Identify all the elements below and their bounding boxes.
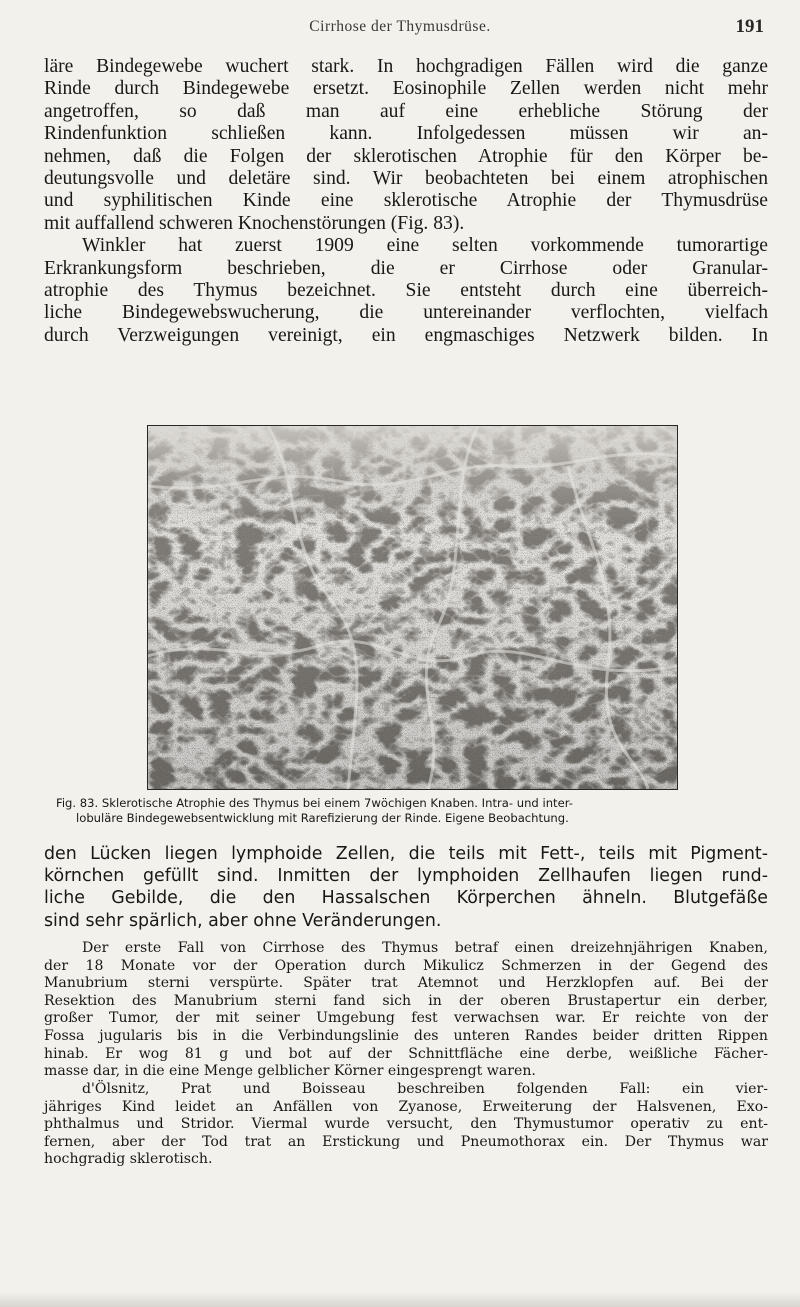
text-line: angetroffen, so daß man auf eine erhebliche Störung der	[44, 100, 768, 122]
text-line: hinab. Er wog 81 g und bot auf der Schnittfläche eine derbe, weißliche Fächer-	[44, 1045, 768, 1062]
paragraph-1	[44, 56, 768, 347]
page-bottom-edge	[0, 1292, 800, 1307]
text-line: Rindenfunktion schließen kann. Infolgedessen müssen wir an-	[44, 123, 768, 145]
text-line: jähriges Kind leidet an Anfällen von Zyanose, Erweiterung der Halsvenen, Exo-	[44, 1098, 768, 1115]
figure-caption	[56, 796, 776, 825]
text-line: großer Tumor, der mit seiner Umgebung fest verwachsen war. Er reichte von der	[44, 1010, 768, 1027]
text-line: masse dar, in die eine Menge gelblicher Körner eingesprengt waren.	[44, 1063, 536, 1080]
text-line: liche Gebilde, die den Hassalschen Körperchen ähneln. Blutgefäße	[44, 888, 768, 909]
caption-line: lobuläre Bindegewebsentwicklung mit Rarefizierung der Rinde. Eigene Beobachtung.	[76, 810, 569, 825]
text-line: mit auffallend schweren Knochenstörungen (Fig. 83).	[44, 212, 465, 234]
text-line: körnchen gefüllt sind. Inmitten der lymphoiden Zellhaufen liegen rund-	[44, 866, 768, 887]
text-line: Fossa jugularis bis in die Verbindungslinie des unteren Randes beider dritten Rippen	[44, 1027, 768, 1044]
running-title: Cirrhose der Thymusdrüse.	[309, 18, 491, 35]
text-line: der 18 Monate vor der Operation durch Mikulicz Schmerzen in der Gegend des	[44, 957, 768, 974]
text-line: hochgradig sklerotisch.	[44, 1151, 213, 1168]
text-line: durch Verzweigungen vereinigt, ein engmaschiges Netzwerk bilden. In	[44, 324, 768, 346]
running-head	[0, 14, 800, 42]
text-line: atrophie des Thymus bezeichnet. Sie entsteht durch eine überreich-	[44, 280, 768, 302]
text-line: den Lücken liegen lymphoide Zellen, die teils mit Fett-, teils mit Pigment-	[44, 844, 768, 864]
paragraph-2	[44, 843, 768, 932]
micrograph-figure	[147, 425, 678, 790]
text-line: liche Bindegewebswucherung, die untereinander verflochten, vielfach	[44, 302, 768, 324]
text-line: Erkrankungsform beschrieben, die er Cirrhose oder Granular-	[44, 257, 768, 279]
text-line: nehmen, daß die Folgen der sklerotischen Atrophie für den Körper be-	[44, 145, 768, 167]
text-line: Manubrium sterni verspürte. Später trat Atemnot und Herzklopfen auf. Bei der	[44, 975, 768, 992]
text-line: fernen, aber der Tod trat an Erstickung und Pneumothorax ein. Der Thymus war	[44, 1133, 768, 1150]
text-line: Resektion des Manubrium sterni fand sich in der oberen Brustapertur ein derber,	[44, 992, 768, 1009]
text-line: und syphilitischen Kinde eine sklerotische Atrophie der Thymusdrüse	[44, 190, 768, 212]
text-line: läre Bindegewebe wuchert stark. In hochgradigen Fällen wird die ganze	[44, 56, 768, 77]
text-line: Der erste Fall von Cirrhose des Thymus betraf einen dreizehnjährigen Knaben,	[82, 940, 768, 956]
text-line: phthalmus und Stridor. Viermal wurde versucht, den Thymustumor operativ zu ent-	[44, 1116, 768, 1133]
micrograph-image	[148, 426, 677, 789]
caption-line: Fig. 83. Sklerotische Atrophie des Thymus bei einem 7wöchigen Knaben. Intra- und inter-	[56, 796, 573, 810]
text-line: Rinde durch Bindegewebe ersetzt. Eosinophile Zellen werden nicht mehr	[44, 78, 768, 100]
text-line: deutungsvolle und deletäre sind. Wir beobachteten bei einem atrophischen	[44, 168, 768, 190]
paragraph-3	[44, 940, 768, 1081]
text-line: Winkler hat zuerst 1909 eine selten vorkommende tumorartige	[82, 235, 768, 257]
text-line: sind sehr spärlich, aber ohne Veränderungen.	[44, 910, 442, 931]
page-number: 191	[735, 16, 764, 37]
text-line: d'Ölsnitz, Prat und Boisseau beschreiben folgenden Fall: ein vier-	[82, 1081, 768, 1097]
paragraph-4	[44, 1081, 768, 1169]
